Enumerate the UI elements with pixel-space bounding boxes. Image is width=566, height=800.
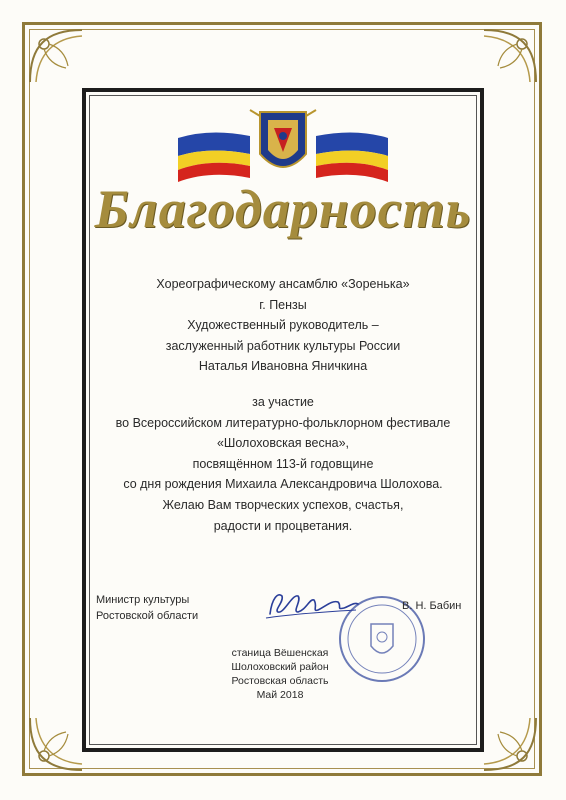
signer-name: В. Н. Бабин bbox=[402, 600, 462, 612]
right-flag-icon bbox=[316, 132, 388, 182]
recipient-line: Хореографическому ансамблю «Зоренька» bbox=[156, 277, 410, 291]
corner-ornament-icon bbox=[480, 714, 540, 774]
place-and-date bbox=[200, 646, 360, 702]
certificate-title: Благодарность bbox=[94, 179, 472, 239]
left-flag-icon bbox=[178, 132, 250, 182]
place-line: Шолоховский район bbox=[231, 661, 329, 673]
reason-line: Желаю Вам творческих успехов, счастья, bbox=[162, 497, 404, 512]
recipient-block bbox=[90, 274, 476, 377]
recipient-line: Художественный руководитель – bbox=[187, 318, 379, 333]
place-line: Ростовская область bbox=[231, 675, 329, 687]
reason-line: «Шолоховская весна», bbox=[216, 436, 350, 451]
reason-line: радости и процветания. bbox=[213, 518, 353, 533]
handwritten-signature-icon bbox=[262, 588, 362, 622]
recipient-line: Наталья Ивановна Яничкина bbox=[198, 359, 368, 374]
date-line: Май 2018 bbox=[256, 689, 304, 701]
reason-line: со дня рождения Михаила Александровича Шолохова. bbox=[123, 477, 443, 492]
place-line: станица Вёшенская bbox=[231, 647, 329, 659]
reason-line: посвящённом 113-й годовщине bbox=[192, 456, 374, 471]
signer-title-line: Министр культуры bbox=[96, 594, 190, 606]
regional-coat-of-arms-icon bbox=[170, 106, 396, 184]
recipient-line: заслуженный работник культуры России bbox=[165, 338, 401, 353]
shield-icon bbox=[260, 112, 306, 167]
reason-line: за участие bbox=[252, 395, 314, 409]
reason-line: во Всероссийском литературно-фольклорном фестивале bbox=[115, 415, 451, 430]
corner-ornament-icon bbox=[26, 714, 86, 774]
signer-title-line: Ростовской области bbox=[96, 610, 199, 622]
recipient-line: г. Пензы bbox=[259, 297, 307, 312]
reason-block bbox=[90, 392, 476, 536]
corner-ornament-icon bbox=[26, 26, 86, 86]
corner-ornament-icon bbox=[480, 26, 540, 86]
signer-title bbox=[96, 592, 198, 624]
